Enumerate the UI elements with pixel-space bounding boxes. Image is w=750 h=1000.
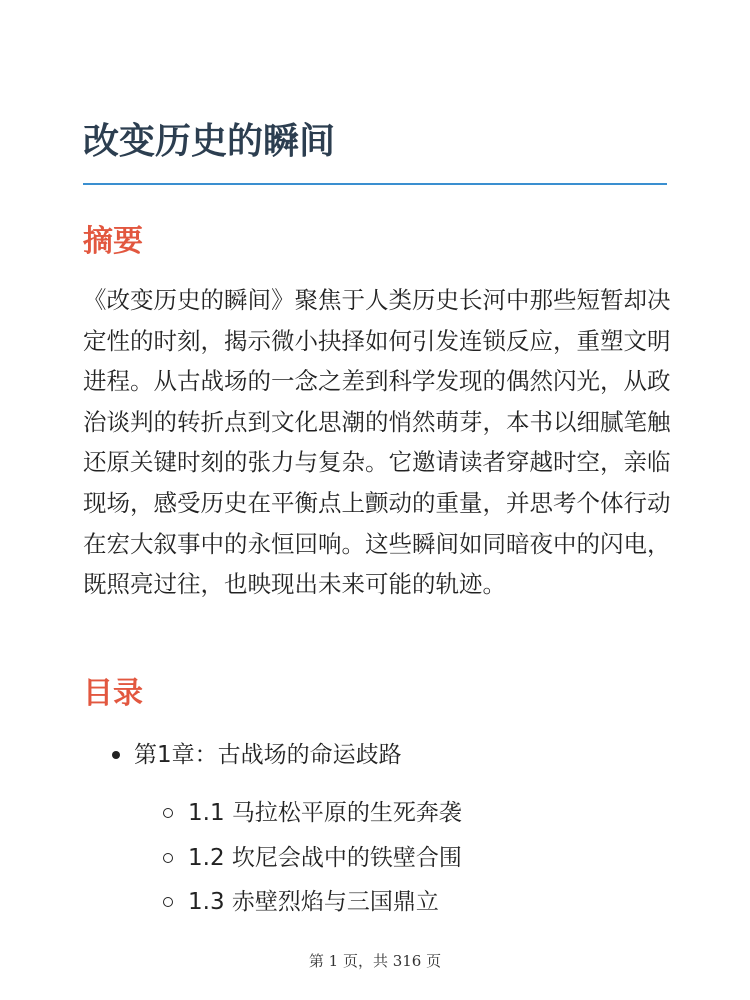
toc-heading: 目录 xyxy=(83,676,143,711)
title-divider xyxy=(83,183,667,185)
document-title: 改变历史的瞬间 xyxy=(83,121,336,162)
bullet-ring-icon xyxy=(163,853,173,863)
toc-chapter-1[interactable] xyxy=(112,737,402,773)
toc-section-1-3[interactable] xyxy=(163,884,439,920)
toc-chapter-label: 第1章：古战场的命运歧路 xyxy=(134,742,402,768)
bullet-ring-icon xyxy=(163,808,173,818)
abstract-body: 《改变历史的瞬间》聚焦于人类历史长河中那些短暂却决定性的时刻，揭示微小抉择如何引发连锁反应，重塑文明进程。从古战场的一念之差到科学发现的偶然闪光，从政治谈判的转折点到文化思潮的悄然萌芽，本书以细腻笔触还原关键时刻的张力与复杂。它邀请读者穿越时空，亲临现场，感受历史在平衡点上颤动的重量，并思考个体行动在宏大叙事中的永恒回响。这些瞬间如同暗夜中的闪电，既照亮过往，也映现出未来可能的轨迹。 xyxy=(83,286,671,599)
bullet-dot-icon xyxy=(112,751,120,759)
bullet-ring-icon xyxy=(163,897,173,907)
toc-section-label: 1.2 坎尼会战中的铁壁合围 xyxy=(188,845,462,871)
toc-section-1-2[interactable] xyxy=(163,840,462,876)
toc-section-label: 1.1 马拉松平原的生死奔袭 xyxy=(188,800,462,826)
toc-section-1-1[interactable] xyxy=(163,795,462,831)
abstract-heading: 摘要 xyxy=(83,224,143,259)
page-footer: 第 1 页，共 316 页 xyxy=(308,952,442,970)
toc-section-label: 1.3 赤壁烈焰与三国鼎立 xyxy=(188,889,439,915)
